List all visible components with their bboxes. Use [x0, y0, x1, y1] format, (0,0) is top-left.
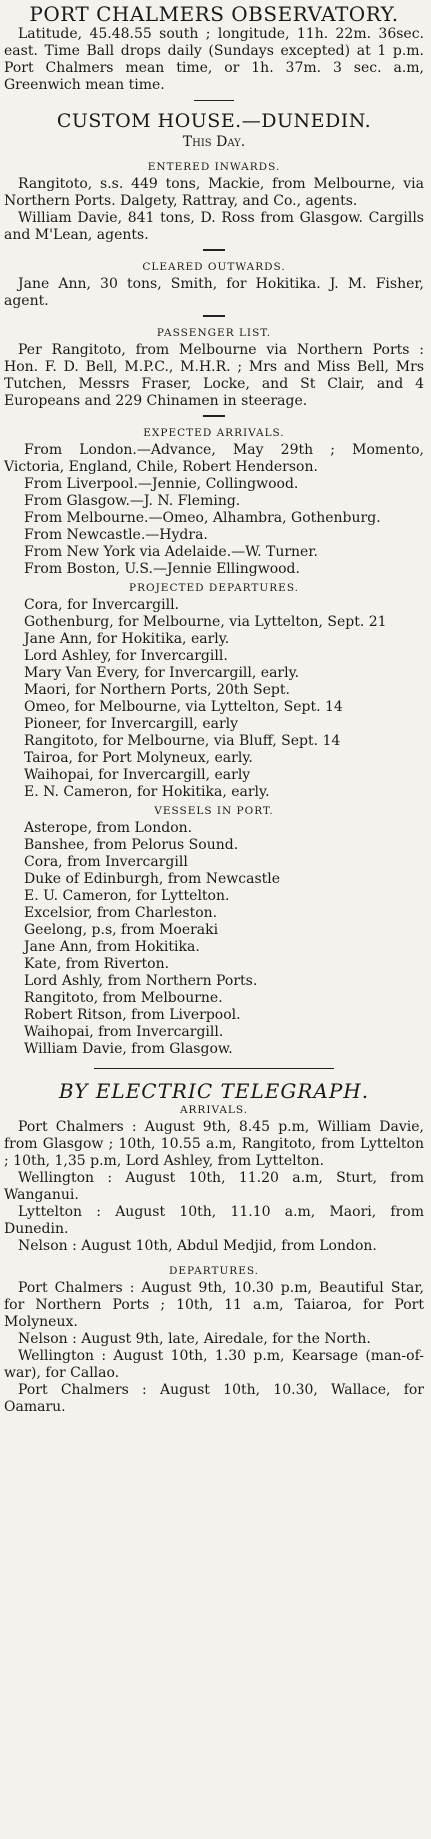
- custom-house-subtitle: This Day.: [182, 134, 246, 150]
- list-item: Maori, for Northern Ports, 20th Sept.: [24, 682, 290, 698]
- list-item: Lord Ashly, from Northern Ports.: [24, 973, 258, 989]
- list-item: Omeo, for Melbourne, via Lyttelton, Sept. 14: [24, 699, 343, 715]
- passenger-para: Per Rangitoto, from Melbourne via Northern Ports : Hon. F. D. Bell, M.P.C., M.H.R. ; Mrs and Miss Bell, Mrs Tutchen, Messrs Fraser, Locke, and St Clair, and 4 Europeans and 229 Chinamen in steerage.: [4, 342, 424, 409]
- list-item: Jane Ann, for Hokitika, early.: [24, 631, 230, 647]
- passenger-heading: PASSENGER LIST.: [156, 327, 272, 339]
- divider: [203, 249, 225, 251]
- list-item: Pioneer, for Invercargill, early: [24, 716, 239, 732]
- list-item: Cora, for Invercargill.: [24, 597, 179, 613]
- list-item: Tairoa, for Port Molyneux, early.: [24, 750, 253, 766]
- cleared-para: Jane Ann, 30 tons, Smith, for Hokitika. J. M. Fisher, agent.: [4, 276, 424, 309]
- departure-para: Wellington : August 10th, 1.30 p.m, Kearsage (man-of-war), for Callao.: [4, 1348, 424, 1381]
- custom-house-title: CUSTOM HOUSE.—DUNEDIN.: [56, 110, 372, 132]
- arrival-para: Wellington : August 10th, 11.20 a.m, Sturt, from Wanganui.: [4, 1170, 424, 1203]
- observatory-title: PORT CHALMERS OBSERVATORY.: [29, 2, 399, 26]
- vessels-heading: VESSELS IN PORT.: [154, 805, 274, 817]
- list-item: From Glasgow.—J. N. Fleming.: [24, 493, 241, 509]
- cleared-heading: CLEARED OUTWARDS.: [142, 261, 286, 273]
- list-item: From Melbourne.—Omeo, Alhambra, Gothenburg.: [24, 510, 381, 526]
- list-item: Banshee, from Pelorus Sound.: [24, 837, 239, 853]
- list-item: Gothenburg, for Melbourne, via Lyttelton, Sept. 21: [24, 614, 387, 630]
- list-item: Rangitoto, from Melbourne.: [24, 990, 223, 1006]
- list-item: Cora, from Invercargill: [24, 854, 188, 870]
- list-item: Mary Van Every, for Invercargill, early.: [24, 665, 300, 681]
- list-item: From Newcastle.—Hydra.: [24, 527, 208, 543]
- list-item: Jane Ann, from Hokitika.: [24, 939, 200, 955]
- list-item: From Liverpool.—Jennie, Collingwood.: [24, 476, 299, 492]
- list-item: Geelong, p.s, from Moeraki: [24, 922, 219, 938]
- projected-heading: PROJECTED DEPARTURES.: [129, 582, 299, 594]
- list-item: From New York via Adelaide.—W. Turner.: [24, 544, 318, 560]
- departure-para: Port Chalmers : August 10th, 10.30, Wallace, for Oamaru.: [4, 1382, 424, 1415]
- divider: [203, 315, 225, 317]
- list-item: William Davie, from Glasgow.: [24, 1041, 233, 1057]
- list-item: E. N. Cameron, for Hokitika, early.: [24, 784, 270, 800]
- list-item: Robert Ritson, from Liverpool.: [24, 1007, 241, 1023]
- arrival-para: Nelson : August 10th, Abdul Medjid, from London.: [18, 1238, 377, 1254]
- section-divider: [94, 1068, 334, 1069]
- list-item: E. U. Cameron, for Lyttelton.: [24, 888, 230, 904]
- list-item: Duke of Edinburgh, from Newcastle: [24, 871, 281, 887]
- list-item: From Boston, U.S.—Jennie Ellingwood.: [24, 561, 300, 577]
- divider: [203, 415, 225, 417]
- departure-para: Port Chalmers : August 9th, 10.30 p.m, Beautiful Star, for Northern Ports ; 10th, 11 a.m, Taiaroa, for Port Molyneux.: [4, 1280, 424, 1330]
- telegraph-title: BY ELECTRIC TELEGRAPH.: [58, 1079, 370, 1103]
- list-item: Asterope, from London.: [24, 820, 193, 836]
- arrival-para: Lyttelton : August 10th, 11.10 a.m, Maori, from Dunedin.: [4, 1204, 424, 1237]
- list-item: Lord Ashley, for Invercargill.: [24, 648, 228, 664]
- list-item: Rangitoto, for Melbourne, via Bluff, Sept. 14: [24, 733, 341, 749]
- list-item: Kate, from Riverton.: [24, 956, 170, 972]
- divider: [194, 100, 234, 101]
- list-item: Waihopai, from Invercargill.: [24, 1024, 224, 1040]
- expected-heading: EXPECTED ARRIVALS.: [143, 427, 285, 439]
- arrivals-heading: ARRIVALS.: [179, 1104, 249, 1116]
- list-item: From London.—Advance, May 29th ; Momento, Victoria, England, Chile, Robert Henderson.: [4, 442, 424, 475]
- newspaper-column: [4, 0, 424, 1416]
- entered-para: William Davie, 841 tons, D. Ross from Glasgow. Cargills and M'Lean, agents.: [4, 210, 424, 243]
- departures-heading: DEPARTURES.: [168, 1265, 260, 1277]
- list-item: Excelsior, from Charleston.: [24, 905, 218, 921]
- entered-heading: ENTERED INWARDS.: [147, 161, 281, 173]
- list-item: Waihopai, for Invercargill, early: [24, 767, 251, 783]
- observatory-text: Latitude, 45.48.55 south ; longitude, 11h. 22m. 36sec. east. Time Ball drops daily (Sundays excepted) at 1 p.m. Port Chalmers mean time, or 1h. 37m. 3 sec. a.m, Greenwich mean time.: [4, 26, 424, 93]
- departure-para: Nelson : August 9th, late, Airedale, for the North.: [18, 1331, 371, 1347]
- arrival-para: Port Chalmers : August 9th, 8.45 p.m, William Davie, from Glasgow ; 10th, 10.55 a.m, Rangitoto, from Lyttelton ; 10th, 1,35 p.m, Lord Ashley, from Lyttelton.: [4, 1119, 424, 1169]
- entered-para: Rangitoto, s.s. 449 tons, Mackie, from Melbourne, via Northern Ports. Dalgety, Rattray, and Co., agents.: [4, 176, 424, 209]
